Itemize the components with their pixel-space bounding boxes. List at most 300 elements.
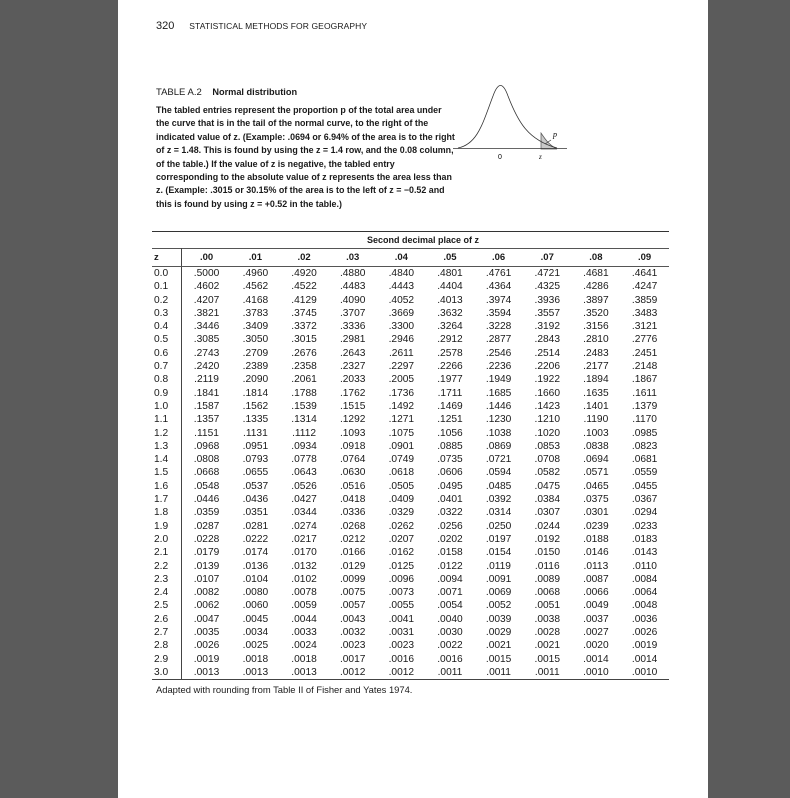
tail-probability-cell: .2119	[194, 374, 219, 386]
tail-probability-cell: .0427	[291, 494, 317, 506]
tail-probability-cell: .1357	[193, 414, 220, 426]
tail-probability-cell: .3859	[631, 294, 658, 306]
tail-probability-cell: .0375	[583, 494, 609, 506]
tail-probability-cell: .0026	[193, 640, 220, 652]
tail-probability-cell: .1003	[583, 427, 609, 439]
tail-probability-cell: .0048	[631, 600, 658, 612]
tail-probability-cell: .0075	[339, 587, 366, 599]
tail-probability-cell: .0475	[534, 480, 560, 492]
tail-probability-cell: .0096	[388, 573, 415, 585]
tail-probability-cell: .0030	[437, 627, 463, 639]
tail-probability-cell: .0170	[291, 547, 317, 559]
tail-probability-cell: .0060	[242, 600, 269, 612]
tail-probability-cell: .0015	[534, 653, 560, 665]
tail-probability-cell: .0465	[583, 480, 609, 492]
tail-probability-cell: .0022	[437, 640, 463, 652]
tail-probability-cell: .1515	[339, 400, 366, 412]
tail-probability-cell: .3594	[485, 307, 512, 319]
tail-probability-cell: .0179	[193, 547, 220, 559]
column-header: .03	[328, 249, 377, 267]
tail-probability-cell: .0013	[182, 666, 232, 680]
tail-probability-cell: .1112	[292, 427, 317, 439]
tail-probability-cell: .0026	[631, 627, 658, 639]
tail-probability-cell: .0110	[632, 560, 657, 572]
tail-probability-cell: .0853	[534, 440, 560, 452]
tail-probability-cell: .0036	[631, 613, 658, 625]
tail-probability-cell: .2389	[242, 361, 269, 373]
tail-probability-cell: .1335	[242, 414, 269, 426]
z-value: 0.9	[152, 387, 182, 400]
tail-probability-cell: .1093	[339, 427, 366, 439]
tail-probability-cell: .1922	[534, 374, 560, 386]
tail-probability-cell: .0073	[388, 587, 415, 599]
tail-probability-cell: .0139	[193, 560, 220, 572]
tail-probability-cell: .0217	[291, 533, 317, 545]
tail-probability-cell: .0446	[193, 494, 220, 506]
tail-probability-cell: .1949	[485, 374, 512, 386]
z-value: 2.2	[152, 560, 182, 573]
tail-probability-cell: .1401	[583, 400, 609, 412]
table-row	[152, 586, 669, 599]
table-row	[152, 533, 669, 546]
tail-probability-cell: .1977	[437, 374, 463, 386]
tail-probability-cell: .0351	[242, 507, 269, 519]
tail-probability-cell: .0655	[242, 467, 269, 479]
tail-probability-cell: .0084	[631, 573, 658, 585]
z-value: 2.0	[152, 533, 182, 546]
tail-probability-cell: .0068	[534, 587, 560, 599]
tail-probability-cell: .3936	[534, 294, 560, 306]
column-header: .02	[280, 249, 329, 267]
tail-probability-cell: .3192	[534, 321, 560, 333]
tail-probability-cell: .0418	[339, 494, 366, 506]
tail-probability-cell: .1379	[631, 400, 658, 412]
tail-probability-cell: .0256	[437, 520, 463, 532]
z-value: 1.2	[152, 427, 182, 440]
tail-probability-cell: .0011	[474, 666, 523, 680]
tail-probability-cell: .3050	[242, 334, 269, 346]
tail-probability-cell: .0643	[291, 467, 317, 479]
tail-probability-cell: .0039	[485, 613, 512, 625]
tail-probability-cell: .0028	[534, 627, 560, 639]
tail-probability-cell: .0392	[485, 494, 512, 506]
tail-probability-cell: .3372	[291, 321, 317, 333]
tail-probability-cell: .0031	[388, 627, 415, 639]
tail-probability-cell: .2912	[437, 334, 463, 346]
label-z: z	[539, 153, 542, 161]
tail-probability-cell: .0322	[437, 507, 463, 519]
table-row	[152, 653, 669, 666]
tail-probability-cell: .3300	[388, 321, 415, 333]
tail-probability-cell: .0025	[242, 640, 269, 652]
tail-probability-cell: .0021	[485, 640, 512, 652]
tail-probability-cell: .4207	[193, 294, 220, 306]
tail-probability-cell: .2148	[631, 361, 658, 373]
tail-probability-cell: .0059	[291, 600, 317, 612]
z-value: 0.6	[152, 347, 182, 360]
tail-probability-cell: .0367	[631, 494, 658, 506]
tail-probability-cell: .0401	[437, 494, 463, 506]
tail-probability-cell: .1736	[388, 387, 415, 399]
tail-probability-cell: .0132	[291, 560, 317, 572]
column-header: .08	[572, 249, 621, 267]
tail-probability-cell: .4681	[583, 268, 609, 279]
table-row	[152, 347, 669, 360]
tail-probability-cell: .2981	[339, 334, 366, 346]
tail-probability-cell: .0764	[339, 454, 366, 466]
tail-probability-cell: .3632	[437, 307, 463, 319]
tail-probability-cell: .0040	[437, 613, 463, 625]
tail-probability-cell: .1660	[534, 387, 560, 399]
tail-probability-cell: .0013	[280, 666, 329, 680]
tail-probability-cell: .0014	[631, 653, 658, 665]
tail-probability-cell: .0014	[583, 653, 609, 665]
table-row	[152, 440, 669, 453]
tail-probability-cell: .0043	[339, 613, 366, 625]
tail-probability-cell: .0359	[193, 507, 220, 519]
tail-probability-cell: .0013	[231, 666, 280, 680]
tail-probability-cell: .3557	[534, 307, 560, 319]
tail-probability-cell: .0268	[339, 520, 366, 532]
tail-probability-cell: .3897	[583, 294, 609, 306]
tail-probability-cell: .0029	[485, 627, 512, 639]
table-row	[152, 307, 669, 320]
tail-probability-cell: .2266	[437, 361, 463, 373]
tail-probability-cell: .0154	[485, 547, 512, 559]
tail-probability-cell: .0037	[583, 613, 609, 625]
tail-probability-cell: .0041	[388, 613, 415, 625]
tail-probability-cell: .0735	[437, 454, 463, 466]
tail-probability-cell: .3783	[242, 307, 269, 319]
tail-probability-cell: .4168	[242, 294, 269, 306]
tail-probability-cell: .0020	[583, 640, 609, 652]
table-row	[152, 573, 669, 586]
tail-probability-cell: .1170	[632, 414, 657, 426]
tail-probability-cell: .1841	[193, 387, 220, 399]
table-row	[152, 413, 669, 426]
tail-probability-cell: .0080	[242, 587, 269, 599]
z-value: 2.6	[152, 613, 182, 626]
tail-probability-cell: .2546	[485, 347, 512, 359]
normal-curve-figure	[453, 82, 573, 182]
tail-probability-cell: .2776	[631, 334, 658, 346]
tail-probability-cell: .0694	[583, 454, 609, 466]
running-header	[156, 20, 367, 32]
tail-probability-cell: .4052	[388, 294, 415, 306]
z-value: 2.1	[152, 546, 182, 559]
tail-probability-cell: .0024	[291, 640, 317, 652]
table-row	[152, 560, 669, 573]
tail-probability-cell: .4880	[339, 268, 366, 279]
tail-probability-cell: .0146	[583, 547, 609, 559]
tail-probability-cell: .2643	[339, 347, 366, 359]
tail-probability-cell: .1711	[437, 387, 463, 399]
tail-probability-cell: .4129	[291, 294, 317, 306]
tail-probability-cell: .2483	[583, 347, 609, 359]
tail-probability-cell: .0150	[534, 547, 560, 559]
tail-probability-cell: .0010	[572, 666, 621, 680]
tail-probability-cell: .0099	[339, 573, 366, 585]
tail-probability-cell: .0023	[339, 640, 366, 652]
footnote: Adapted with rounding from Table II of Fisher and Yates 1974.	[156, 684, 413, 695]
tail-probability-cell: .3156	[583, 321, 609, 333]
z-value: 1.5	[152, 466, 182, 479]
tail-probability-cell: .0162	[388, 547, 415, 559]
z-value: 0.8	[152, 373, 182, 386]
tail-probability-cell: .2177	[583, 361, 609, 373]
tail-probability-cell: .0329	[388, 507, 415, 519]
tail-probability-cell: .0934	[291, 440, 317, 452]
tail-probability-cell: .3015	[291, 334, 317, 346]
tail-probability-cell: .0122	[437, 560, 463, 572]
z-header: z	[152, 249, 182, 267]
tail-probability-cell: .0618	[388, 467, 415, 479]
tail-probability-cell: .0630	[339, 467, 366, 479]
tail-probability-cell: .2327	[339, 361, 366, 373]
tail-probability-cell: .0708	[534, 454, 560, 466]
tail-probability-cell: .3483	[631, 307, 658, 319]
tail-probability-cell: .0016	[437, 653, 463, 665]
tail-probability-cell: .3745	[291, 307, 317, 319]
tail-probability-cell: .0012	[377, 666, 426, 680]
tail-probability-cell: .1210	[534, 414, 560, 426]
table-row	[152, 320, 669, 333]
tail-probability-cell: .4286	[583, 281, 609, 293]
tail-probability-cell: .2578	[437, 347, 463, 359]
tail-probability-cell: .4364	[485, 281, 512, 293]
z-value: 1.0	[152, 400, 182, 413]
tail-probability-cell: .1685	[485, 387, 512, 399]
tail-probability-cell: .0307	[534, 507, 560, 519]
tail-probability-cell: .1020	[534, 427, 560, 439]
tail-probability-cell: .0055	[388, 600, 415, 612]
column-header: .00	[182, 249, 232, 267]
tail-probability-cell: .0102	[291, 573, 317, 585]
tail-probability-cell: .0033	[291, 627, 317, 639]
table-row	[152, 480, 669, 493]
tail-probability-cell: .4641	[631, 268, 658, 279]
tail-probability-cell: .2451	[631, 347, 658, 359]
label-zero: 0	[498, 154, 502, 161]
tail-probability-cell: .3821	[193, 307, 220, 319]
table-row	[152, 493, 669, 506]
tail-probability-cell: .4840	[388, 268, 415, 279]
tail-probability-cell: .3409	[242, 321, 269, 333]
tail-probability-cell: .0778	[291, 454, 317, 466]
table-row	[152, 373, 669, 386]
tail-probability-cell: .0183	[631, 533, 658, 545]
tail-probability-cell: .0250	[485, 520, 512, 532]
tail-probability-cell: .4522	[291, 281, 317, 293]
tail-probability-cell: .0089	[534, 573, 560, 585]
column-header: .09	[620, 249, 669, 267]
tail-probability-cell: .4761	[485, 268, 512, 279]
tail-probability-cell: .1314	[291, 414, 317, 426]
tail-probability-cell: .0011	[523, 666, 572, 680]
tail-probability-cell: .0066	[583, 587, 609, 599]
tail-probability-cell: .0239	[583, 520, 609, 532]
tail-probability-cell: .1271	[388, 414, 415, 426]
table-row	[152, 267, 669, 281]
tail-probability-cell: .0091	[485, 573, 512, 585]
tail-probability-cell: .0082	[193, 587, 220, 599]
table-row	[152, 626, 669, 639]
tail-probability-cell: .3085	[193, 334, 220, 346]
z-value: 1.4	[152, 453, 182, 466]
tail-probability-cell: .0069	[485, 587, 512, 599]
tail-probability-cell: .0188	[583, 533, 609, 545]
tail-probability-cell: .1230	[485, 414, 512, 426]
tail-probability-cell: .0129	[339, 560, 366, 572]
tail-probability-cell: .1562	[242, 400, 269, 412]
tail-probability-cell: .0064	[631, 587, 658, 599]
tail-probability-cell: .0094	[437, 573, 463, 585]
tail-probability-cell: .1814	[242, 387, 269, 399]
tail-probability-cell: .0062	[193, 600, 220, 612]
tail-probability-cell: .0057	[339, 600, 366, 612]
tail-probability-cell: .0793	[242, 454, 269, 466]
table-row	[152, 360, 669, 373]
tail-probability-cell: .4920	[291, 268, 317, 279]
tail-probability-cell: .0228	[193, 533, 220, 545]
tail-probability-cell: .0174	[242, 547, 269, 559]
tail-probability-cell: .2743	[193, 347, 220, 359]
tail-probability-cell: .0202	[437, 533, 463, 545]
tail-probability-cell: .2236	[485, 361, 512, 373]
tail-probability-cell: .0485	[485, 480, 512, 492]
tail-probability-cell: .0436	[242, 494, 269, 506]
tail-probability-cell: .0222	[242, 533, 269, 545]
tail-probability-cell: .0968	[193, 440, 220, 452]
tail-probability-cell: .0571	[583, 467, 609, 479]
z-value: 0.5	[152, 333, 182, 346]
tail-probability-cell: .1075	[388, 427, 415, 439]
tail-probability-cell: .2843	[534, 334, 560, 346]
tail-probability-cell: .0287	[193, 520, 220, 532]
table-row	[152, 427, 669, 440]
tail-probability-cell: .1587	[193, 400, 220, 412]
tail-probability-cell: .0336	[339, 507, 366, 519]
tail-probability-cell: .1131	[243, 427, 268, 439]
tail-probability-cell: .2090	[242, 374, 269, 386]
tail-probability-cell: .0301	[583, 507, 609, 519]
tail-probability-cell: .3121	[631, 321, 658, 333]
tail-probability-cell: .0143	[631, 547, 658, 559]
tail-probability-cell: .4960	[242, 268, 269, 279]
tail-probability-cell: .2033	[339, 374, 366, 386]
tail-probability-cell: .0011	[426, 666, 475, 680]
table-row	[152, 400, 669, 413]
tail-probability-cell: .0207	[388, 533, 415, 545]
z-value: 1.1	[152, 413, 182, 426]
tail-probability-cell: .0071	[437, 587, 463, 599]
tail-probability-cell: .3974	[485, 294, 512, 306]
tail-probability-cell: .0016	[388, 653, 415, 665]
z-value: 0.7	[152, 360, 182, 373]
tail-probability-cell: .0038	[534, 613, 560, 625]
tail-probability-cell: .0244	[534, 520, 560, 532]
tail-probability-cell: .0104	[242, 573, 269, 585]
tail-probability-cell: .0044	[291, 613, 317, 625]
tail-probability-cell: .4721	[534, 268, 560, 279]
tail-probability-cell: .0808	[193, 454, 220, 466]
tail-probability-cell: .1469	[437, 400, 463, 412]
tail-probability-cell: .3228	[485, 321, 512, 333]
tail-probability-cell: .2877	[485, 334, 512, 346]
tail-probability-cell: .1867	[631, 374, 658, 386]
tail-probability-cell: .0158	[437, 547, 463, 559]
tail-probability-cell: .0314	[485, 507, 512, 519]
tail-probability-cell: .0582	[534, 467, 560, 479]
table-row	[152, 333, 669, 346]
tail-probability-cell: .0516	[339, 480, 366, 492]
column-header: .04	[377, 249, 426, 267]
tail-probability-cell: .0087	[583, 573, 609, 585]
tail-probability-cell: .0537	[242, 480, 269, 492]
tail-probability-cell: .4443	[388, 281, 415, 293]
tail-probability-cell: .4325	[534, 281, 560, 293]
z-value: 2.4	[152, 586, 182, 599]
tail-probability-cell: .0015	[485, 653, 512, 665]
tail-probability-cell: .1539	[291, 400, 317, 412]
tail-probability-cell: .4801	[437, 268, 463, 279]
tail-probability-cell: .0606	[437, 467, 463, 479]
tail-probability-cell: .2061	[291, 374, 317, 386]
table-label: TABLE A.2	[156, 87, 202, 98]
running-title: STATISTICAL METHODS FOR GEOGRAPHY	[189, 21, 368, 31]
table-title: Normal distribution	[212, 87, 298, 97]
tail-probability-cell: .0901	[388, 440, 415, 452]
z-value: 0.0	[152, 267, 182, 281]
tail-probability-cell: .0078	[291, 587, 317, 599]
tail-probability-cell: .0455	[631, 480, 658, 492]
tail-probability-cell: .0119	[486, 560, 511, 572]
table-row	[152, 546, 669, 559]
tail-probability-cell: .0885	[437, 440, 463, 452]
tail-probability-cell: .0019	[631, 640, 658, 652]
tail-probability-cell: .0166	[339, 547, 366, 559]
tail-probability-cell: .2358	[291, 361, 317, 373]
tail-probability-cell: .3520	[583, 307, 609, 319]
tail-probability-cell: .0559	[631, 467, 658, 479]
tail-probability-cell: .0197	[485, 533, 512, 545]
tail-probability-cell: .0281	[242, 520, 269, 532]
tail-probability-cell: .1788	[291, 387, 317, 399]
tail-probability-cell: .0384	[534, 494, 560, 506]
tail-probability-cell: .0951	[242, 440, 269, 452]
tail-probability-cell: .0918	[339, 440, 366, 452]
tail-probability-cell: .5000	[193, 268, 220, 279]
table-caption	[156, 86, 456, 99]
tail-probability-cell: .1151	[194, 427, 219, 439]
tail-probability-cell: .0045	[242, 613, 269, 625]
tail-probability-cell: .0505	[388, 480, 415, 492]
z-value: 2.8	[152, 639, 182, 652]
tail-probability-cell: .0113	[583, 560, 609, 572]
tail-probability-cell: .0032	[339, 627, 366, 639]
z-value: 2.5	[152, 599, 182, 612]
page-number: 320	[156, 20, 175, 32]
tail-probability-cell: .4483	[339, 281, 366, 293]
tail-probability-cell: .0526	[291, 480, 317, 492]
column-header: .06	[474, 249, 523, 267]
z-value: 1.9	[152, 520, 182, 533]
z-value: 1.8	[152, 506, 182, 519]
tail-probability-cell: .0107	[193, 573, 220, 585]
tail-probability-cell: .0594	[485, 467, 512, 479]
tail-probability-cell: .0116	[534, 560, 560, 572]
tail-probability-cell: .2946	[388, 334, 415, 346]
